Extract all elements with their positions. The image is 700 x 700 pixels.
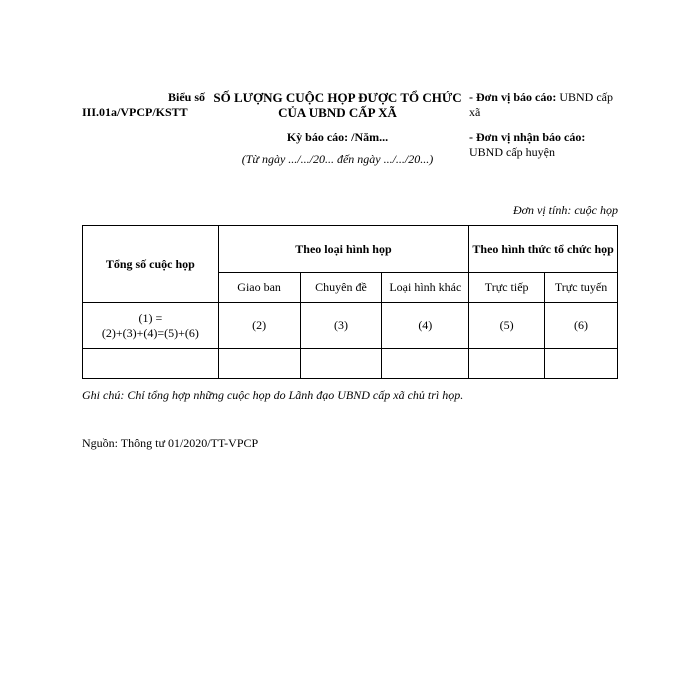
reporting-unit xyxy=(469,90,619,120)
table-index-row xyxy=(83,303,618,349)
data-cell-chuyen-de[interactable] xyxy=(300,349,382,379)
index-cell-formula xyxy=(83,303,219,349)
table-header-row xyxy=(83,226,618,273)
data-cell-giao-ban[interactable] xyxy=(218,349,300,379)
data-cell-total[interactable] xyxy=(83,349,219,379)
form-code-label: Biểu số xyxy=(167,90,205,104)
index-cell: (4) xyxy=(382,303,469,349)
header-truc-tiep: Trực tiếp xyxy=(469,273,545,303)
formula-line2: (2)+(3)+(4)=(5)+(6) xyxy=(101,325,199,340)
data-cell-loai-hinh-khac[interactable] xyxy=(382,349,469,379)
header-loai-hinh-khac: Loại hình khác xyxy=(382,273,469,303)
index-cell: (2) xyxy=(218,303,300,349)
reporting-unit-value: UBND cấp xã xyxy=(469,90,613,119)
header-truc-tuyen: Trực tuyến xyxy=(545,273,618,303)
data-cell-truc-tuyen[interactable] xyxy=(545,349,618,379)
meeting-count-table xyxy=(82,225,618,379)
header-total-meetings: Tổng số cuộc họp xyxy=(83,226,219,303)
form-code-number: III.01a/VPCP/KSTT xyxy=(82,105,188,119)
form-code xyxy=(80,90,205,120)
index-cell: (6) xyxy=(545,303,618,349)
source-citation: Nguồn: Thông tư 01/2020/TT-VPCP xyxy=(82,436,259,450)
table-data-row xyxy=(83,349,618,379)
report-title-line2: CỦA UBND CẤP XÃ xyxy=(278,105,397,120)
report-period: Kỳ báo cáo: /Năm... xyxy=(286,130,389,144)
receiving-unit-value: UBND cấp huyện xyxy=(469,145,555,159)
reporting-unit-label: - Đơn vị báo cáo: xyxy=(469,90,557,104)
formula-line1: (1) = xyxy=(138,310,163,325)
report-title-line1: SỐ LƯỢNG CUỘC HỌP ĐƯỢC TỔ CHỨC xyxy=(213,90,462,105)
receiving-unit xyxy=(469,130,619,160)
index-cell: (3) xyxy=(300,303,382,349)
receiving-unit-label: - Đơn vị nhận báo cáo: xyxy=(469,130,586,144)
header-meeting-type-group: Theo loại hình họp xyxy=(218,226,469,273)
header-chuyen-de: Chuyên đề xyxy=(300,273,382,303)
measurement-unit: Đơn vị tính: cuộc họp xyxy=(512,203,618,217)
table-note: Ghi chú: Chỉ tổng hợp những cuộc họp do Lãnh đạo UBND cấp xã chủ trì họp. xyxy=(82,388,464,402)
index-cell: (5) xyxy=(469,303,545,349)
header-meeting-form-group: Theo hình thức tổ chức họp xyxy=(469,226,618,273)
header-giao-ban: Giao ban xyxy=(218,273,300,303)
report-date-range: (Từ ngày .../.../20... đến ngày .../.../20...) xyxy=(241,152,434,166)
report-title xyxy=(205,90,470,120)
data-cell-truc-tiep[interactable] xyxy=(469,349,545,379)
